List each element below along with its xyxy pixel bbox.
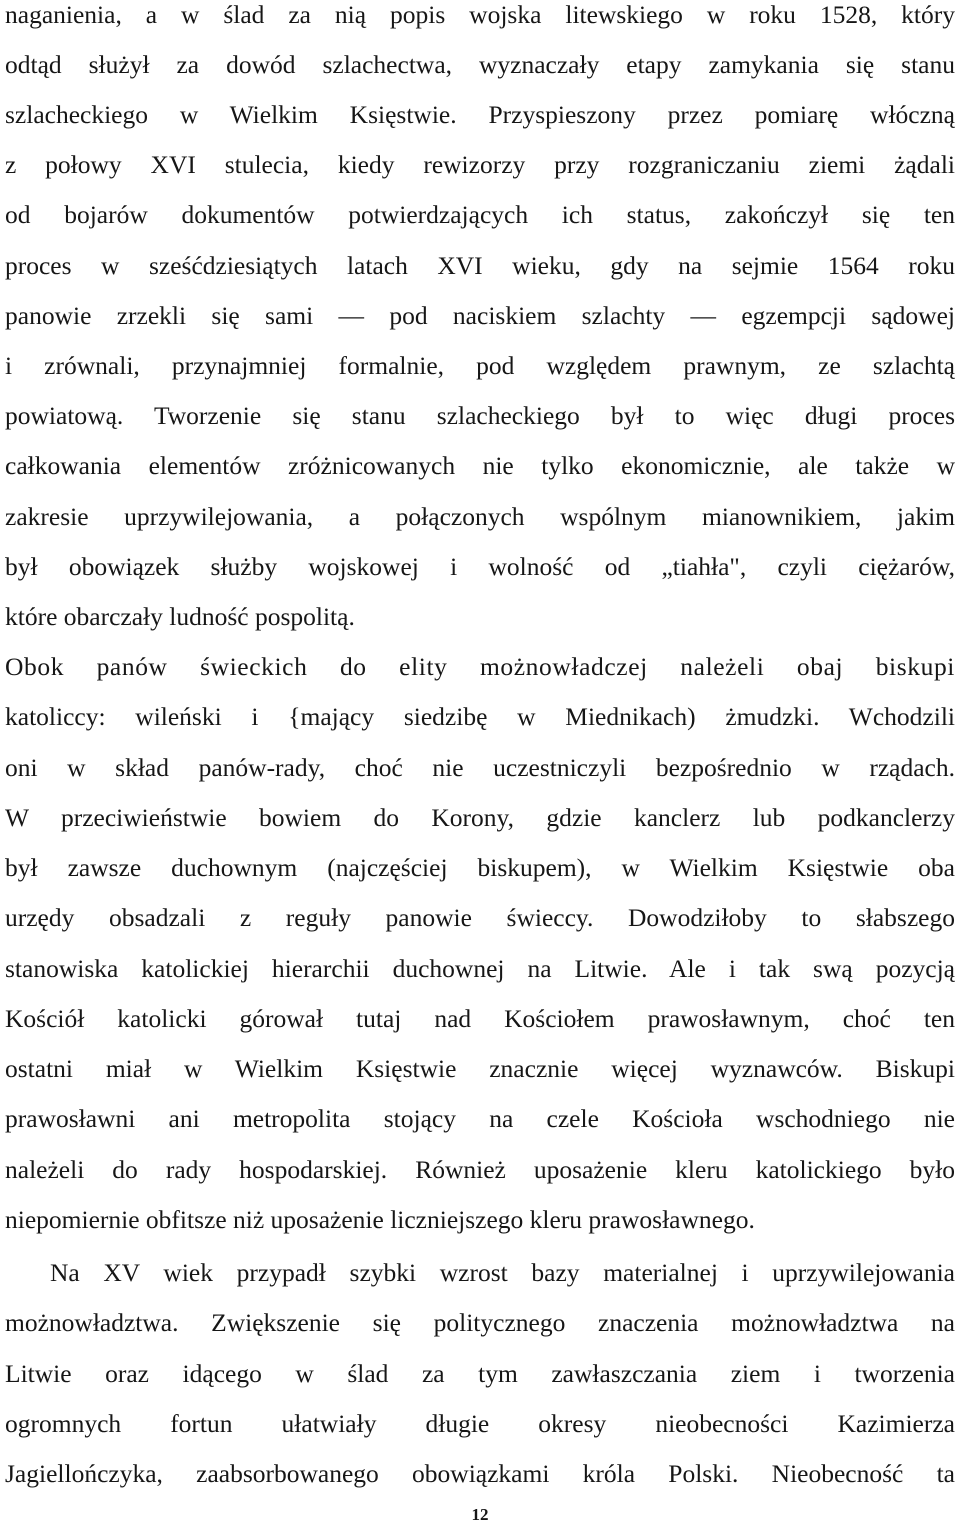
text-line: W przeciwieństwie bowiem do Korony, gdzie kanclerz lub podkanclerzy — [5, 803, 955, 832]
text-line: z połowy XVI stulecia, kiedy rewizorzy przy rozgraniczaniu ziemi żądali — [5, 150, 955, 179]
text-line: od bojarów dokumentów potwierdzających ich status, zakończył się ten — [5, 200, 955, 229]
text-line: niepomiernie obfitsze niż uposażenie liczniejszego kleru prawosławnego. — [5, 1205, 755, 1234]
text-line: Kościół katolicki górował tutaj nad Kościołem prawosławnym, choć ten — [5, 1004, 955, 1033]
text-line: naganienia, a w ślad za nią popis wojska litewskiego w roku 1528, który — [5, 0, 955, 29]
text-line: panowie zrzekli się sami — pod naciskiem szlachty — egzempcji sądowej — [5, 301, 955, 330]
text-line: proces w sześćdziesiątych latach XVI wieku, gdy na sejmie 1564 roku — [5, 251, 955, 280]
text-line: był zawsze duchownym (najczęściej biskupem), w Wielkim Księstwie oba — [5, 853, 955, 882]
text-line: możnowładztwa. Zwiększenie się politycznego znaczenia możnowładztwa na — [5, 1308, 955, 1337]
text-line: odtąd służył za dowód szlachectwa, wyznaczały etapy zamykania się stanu — [5, 50, 955, 79]
text-line: szlacheckiego w Wielkim Księstwie. Przyspieszony przez pomiarę włóczną — [5, 100, 955, 129]
text-line: zakresie uprzywilejowania, a połączonych wspólnym mianownikiem, jakim — [5, 502, 955, 531]
text-line: stanowiska katolickiej hierarchii duchownej na Litwie. Ale i tak swą pozycją — [5, 954, 955, 983]
text-line: i zrównali, przynajmniej formalnie, pod względem prawnym, ze szlachtą — [5, 351, 955, 380]
text-line: ogromnych fortun ułatwiały długie okresy nieobecności Kazimierza — [5, 1409, 955, 1438]
text-line: katoliccy: wileński i {mający siedzibę w Miednikach) żmudzki. Wchodzili — [5, 702, 955, 731]
text-line: Obok panów świeckich do elity możnowładczej należeli obaj biskupi — [5, 652, 955, 681]
text-line: był obowiązek służby wojskowej i wolność od „tiahła", czyli ciężarów, — [5, 552, 955, 581]
text-line: które obarczały ludność pospolitą. — [5, 602, 355, 631]
text-line: całkowania elementów zróżnicowanych nie tylko ekonomicznie, ale także w — [5, 451, 955, 480]
text-line: prawosławni ani metropolita stojący na czele Kościoła wschodniego nie — [5, 1104, 955, 1133]
text-line: Litwie oraz idącego w ślad za tym zawłaszczania ziem i tworzenia — [5, 1359, 955, 1388]
text-line: powiatową. Tworzenie się stanu szlacheckiego był to więc długi proces — [5, 401, 955, 430]
text-line: oni w skład panów-rady, choć nie uczestniczyli bezpośrednio w rządach. — [5, 753, 955, 782]
text-line: Jagiellończyka, zaabsorbowanego obowiązkami króla Polski. Nieobecność ta — [5, 1459, 955, 1488]
text-line: ostatni miał w Wielkim Księstwie znacznie więcej wyznawców. Biskupi — [5, 1054, 955, 1083]
paragraph-first-line: Na XV wiek przypadł szybki wzrost bazy materialnej i uprzywilejowania — [50, 1258, 955, 1287]
text-line: należeli do rady hospodarskiej. Również uposażenie kleru katolickiego było — [5, 1155, 955, 1184]
page-number: 12 — [471, 1505, 489, 1524]
text-line: urzędy obsadzali z reguły panowie świeccy. Dowodziłoby to słabszego — [5, 903, 955, 932]
